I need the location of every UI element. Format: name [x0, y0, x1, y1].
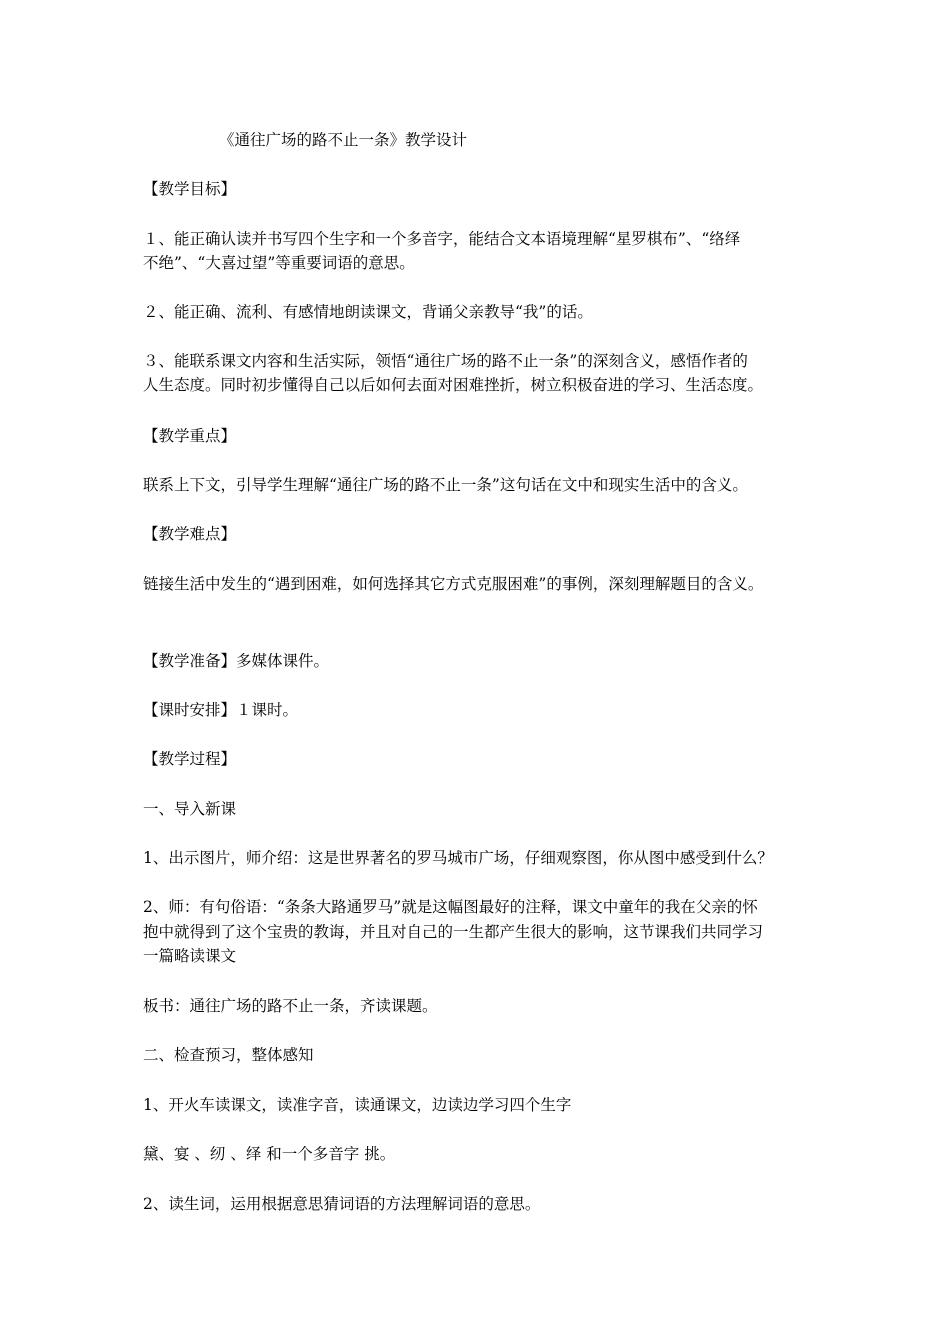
goal-3-line-1: ３、能联系课文内容和生活实际，领悟“通往广场的路不止一条”的深刻含义，感悟作者的 [143, 352, 748, 370]
goal-1-line-2: 不绝”、“大喜过望”等重要词语的意思。 [143, 254, 415, 272]
part-1-item-2-line-2: 抱中就得到了这个宝贵的教诲，并且对自己的一生都产生很大的影响，这节课我们共同学习 [143, 923, 764, 941]
difficulty-heading: 【教学难点】 [143, 525, 237, 543]
preparation: 【教学准备】多媒体课件。 [143, 652, 330, 670]
part-2-item-1: 1、开火车读课文，读准字音，读通课文，边读边学习四个生字 [143, 1096, 572, 1114]
goal-2: ２、能正确、流利、有感情地朗读课文，背诵父亲教导“我”的话。 [143, 303, 593, 321]
document-title: 《通往广场的路不止一条》教学设计 [219, 131, 468, 149]
part-2-item-2: 2、读生词，运用根据意思猜词语的方法理解词语的意思。 [143, 1195, 541, 1213]
part-1-heading: 一、导入新课 [143, 800, 237, 818]
focus-text: 联系上下文，引导学生理解“通往广场的路不止一条”这句话在文中和现实生活中的含义。 [143, 476, 748, 494]
goal-1-line-1: １、能正确认读并书写四个生字和一个多音字，能结合文本语境理解“星罗棋布”、“络绎 [143, 230, 741, 248]
part-2-heading: 二、检查预习，整体感知 [143, 1046, 314, 1064]
part-1-item-2-line-1: 2、师：有句俗语：“条条大路通罗马”就是这幅图最好的注释，课文中童年的我在父亲的怀 [143, 898, 758, 916]
focus-heading: 【教学重点】 [143, 427, 237, 445]
process-heading: 【教学过程】 [143, 750, 237, 768]
part-1-item-2-line-3: 一篇略读课文 [143, 947, 237, 965]
part-1-item-1: 1、出示图片，师介绍：这是世界著名的罗马城市广场，仔细观察图，你从图中感受到什么？ [143, 849, 773, 867]
goal-3-line-2: 人生态度。同时初步懂得自己以后如何去面对困难挫折，树立积极奋进的学习、生活态度。 [143, 376, 764, 394]
difficulty-text: 链接生活中发生的“遇到困难，如何选择其它方式克服困难”的事例，深刻理解题目的含义。 [143, 575, 764, 593]
part-2-characters: 黛、宴 、纫 、绎 和一个多音字 挑。 [143, 1145, 396, 1163]
schedule: 【课时安排】１课时。 [143, 701, 299, 719]
board-writing: 板书：通往广场的路不止一条，齐读课题。 [143, 997, 438, 1015]
goals-heading: 【教学目标】 [143, 180, 237, 198]
